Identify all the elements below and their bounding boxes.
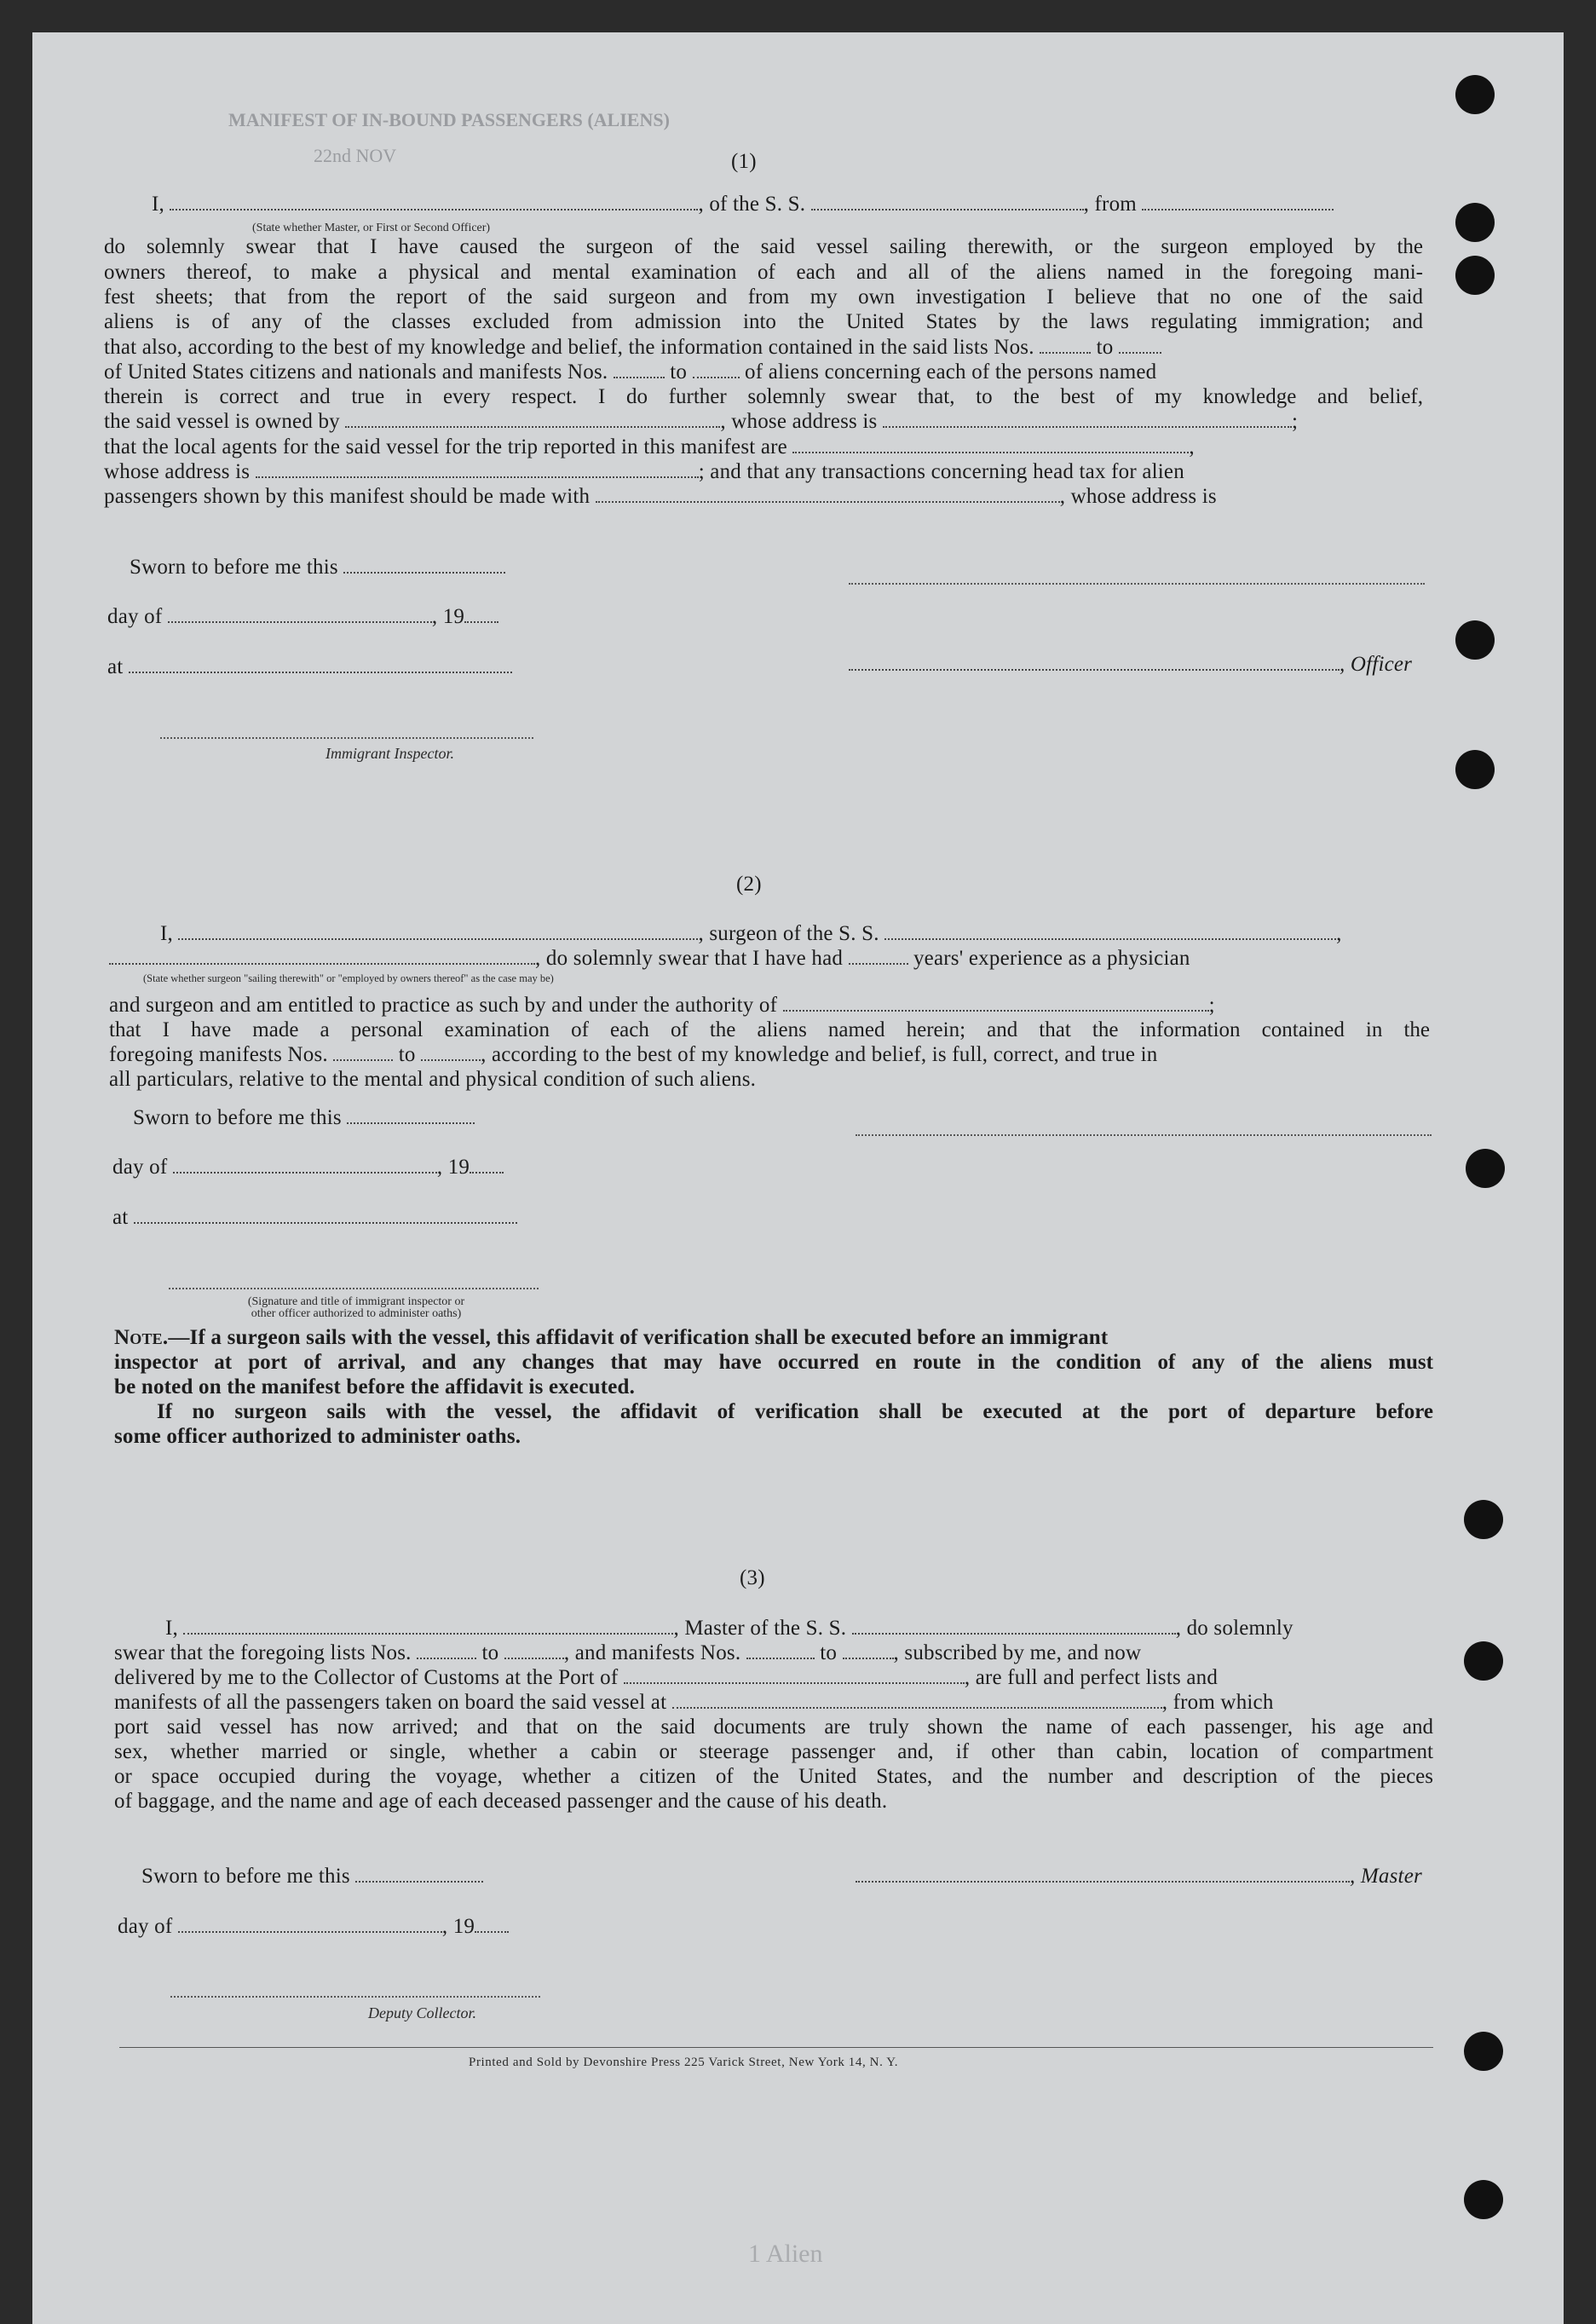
s2-surgeon-of-ss: , surgeon of the S. S. — [698, 922, 879, 945]
s1-sworn-field[interactable] — [343, 556, 505, 574]
s3-manifests-text: , and manifests Nos. — [563, 1641, 741, 1664]
s2-surgeon-name-field[interactable] — [178, 923, 698, 940]
s1-year-field[interactable] — [464, 606, 498, 623]
s1-port-from-field[interactable] — [1142, 193, 1334, 210]
s2-year-field[interactable] — [470, 1156, 504, 1174]
s3-sworn-text: Sworn to before me this — [141, 1865, 350, 1888]
s2-para-line: that I have made a personal examination of each of the aliens named herein; and that the information contained in the — [109, 1018, 1430, 1041]
s1-agents-address-label: whose address is — [104, 460, 251, 483]
s1-at-line — [107, 655, 512, 679]
s3-lists-to-field[interactable] — [504, 1642, 564, 1659]
ghost-back-text: 1 Alien — [748, 2240, 823, 2268]
s1-of-ss: , of the S. S. — [698, 193, 806, 216]
s1-owner-line — [104, 410, 1298, 434]
s2-i: I, — [160, 922, 173, 945]
s3-subscribed-text: , subscribed by me, and now — [893, 1641, 1142, 1664]
s1-lists-to: to — [1096, 336, 1114, 359]
s3-day-field[interactable] — [178, 1916, 442, 1933]
s1-agents-line — [104, 435, 1195, 459]
s1-sworn-line — [130, 556, 505, 580]
s1-inspector-label: Immigrant Inspector. — [326, 745, 454, 762]
s3-sworn-line — [141, 1865, 483, 1889]
s1-day-line — [107, 605, 498, 629]
note-label: Note. — [114, 1326, 169, 1349]
s1-officer-sig-row — [849, 653, 1412, 677]
s2-surgeon-signature-line[interactable] — [856, 1134, 1432, 1136]
s1-agents-field[interactable] — [792, 436, 1189, 453]
s2-swear-text: , do solemnly swear that I have had — [535, 947, 844, 970]
s1-lists-text: that also, according to the best of my knowledge and belief, the information contained in the said lists Nos. — [104, 336, 1034, 359]
punch-hole — [1466, 1149, 1505, 1188]
s3-to-1: to — [481, 1641, 499, 1664]
s1-owner-field[interactable] — [345, 411, 720, 428]
note-line — [114, 1326, 1108, 1350]
s3-day-of: day of — [118, 1915, 173, 1938]
s1-semicolon: ; — [1291, 410, 1299, 433]
s3-i: I, — [165, 1617, 178, 1640]
punch-hole — [1455, 256, 1495, 295]
s2-comma: , — [1336, 922, 1342, 945]
s3-embark-port-field[interactable] — [672, 1692, 1162, 1709]
s3-para-line: port said vessel has now arrived; and that on the said documents are truly shown the name of each passenger, his age and — [114, 1716, 1433, 1739]
punch-hole — [1464, 2180, 1503, 2219]
s2-line2 — [109, 947, 1190, 971]
s3-manifests-from-field[interactable] — [746, 1642, 815, 1659]
s1-vessel-name-field[interactable] — [811, 193, 1084, 210]
s3-deputy-label: Deputy Collector. — [368, 2004, 476, 2021]
s2-manifests-to-field[interactable] — [421, 1044, 481, 1061]
s3-para-line: or space occupied during the voyage, whether a citizen of the United States, and the number and description of the pieces — [114, 1765, 1433, 1788]
note-line: some officer authorized to administer oaths. — [114, 1425, 521, 1448]
s1-agents-text: that the local agents for the said vessel for the trip reported in this manifest are — [104, 435, 787, 458]
s1-para-line: do solemnly swear that I have caused the surgeon of the said vessel sailing therewith, or the surgeon employed by the — [104, 235, 1423, 258]
s2-day-of: day of — [112, 1156, 168, 1179]
s1-owner-address-field[interactable] — [883, 411, 1292, 428]
s1-officer-label: , Officer — [1340, 653, 1413, 676]
s1-manifests-tail: of aliens concerning each of the persons named — [745, 360, 1157, 383]
s3-master-signature-field[interactable] — [856, 1866, 1350, 1883]
s3-lists-from-field[interactable] — [417, 1642, 476, 1659]
s2-to: to — [398, 1043, 416, 1066]
s2-years-text: years' experience as a physician — [913, 947, 1190, 970]
s2-surgeon-type-field[interactable] — [109, 948, 535, 965]
s2-manifests-from-field[interactable] — [333, 1044, 393, 1061]
s2-inspector-signature-line[interactable] — [169, 1288, 539, 1289]
s2-at: at — [112, 1206, 129, 1229]
s2-authority-field[interactable] — [783, 995, 1209, 1012]
note-text: —If a surgeon sails with the vessel, this affidavit of verification shall be executed before an immigrant — [168, 1326, 1109, 1349]
s1-lists-to-field[interactable] — [1119, 337, 1161, 354]
s1-at-field[interactable] — [129, 656, 512, 673]
note-line: If no surgeon sails with the vessel, the affidavit of verification shall be executed at the port of departure before — [157, 1400, 1433, 1423]
s3-master-sig-row — [856, 1865, 1422, 1889]
punch-hole — [1455, 75, 1495, 114]
s1-headtax-line — [104, 485, 1217, 509]
punch-hole — [1464, 1641, 1503, 1681]
section-3-number: (3) — [740, 1566, 765, 1589]
s1-headtax-field[interactable] — [596, 486, 1060, 503]
s3-to-2: to — [820, 1641, 838, 1664]
s3-from-which: , from which — [1161, 1691, 1274, 1714]
s1-manifests-text: of United States citizens and nationals and manifests Nos. — [104, 360, 608, 383]
s2-line3 — [109, 994, 1215, 1018]
s1-owned-by: the said vessel is owned by — [104, 410, 340, 433]
s1-at: at — [107, 655, 124, 678]
s1-day-field[interactable] — [168, 606, 432, 623]
s3-year: , 19 — [441, 1915, 475, 1938]
s1-agents-address-field[interactable] — [256, 461, 699, 478]
s2-year: , 19 — [436, 1156, 470, 1179]
s1-para-line: therein is correct and true in every respect. I do further solemnly swear that, to the best of my knowledge and belief, — [104, 385, 1423, 408]
s2-semicolon: ; — [1208, 994, 1215, 1017]
s3-collector-signature-line[interactable] — [170, 1996, 540, 1998]
s1-i: I, — [152, 193, 164, 216]
s1-officer-signature-line[interactable] — [849, 583, 1425, 585]
note-line: inspector at port of arrival, and any changes that may have occurred en route in the condition of any of the aliens must — [114, 1351, 1433, 1374]
punch-hole — [1455, 620, 1495, 660]
s3-year-field[interactable] — [475, 1916, 509, 1933]
s1-officer-field[interactable] — [849, 654, 1340, 671]
s2-line1 — [160, 922, 1342, 946]
s1-agents-address-line — [104, 460, 1184, 484]
s1-inspector-signature-line[interactable] — [160, 737, 533, 739]
s2-day-line — [112, 1156, 504, 1179]
ghost-header-date: 22nd NOV — [314, 145, 397, 166]
s3-full-lists-text: , are full and perfect lists and — [964, 1666, 1219, 1689]
s2-sig-caption-2: other officer authorized to administer oaths) — [251, 1307, 462, 1320]
s1-manifests-to-field[interactable] — [693, 361, 740, 378]
s3-vessel-field[interactable] — [852, 1618, 1176, 1635]
s2-sworn-text: Sworn to before me this — [133, 1106, 342, 1129]
s3-port-field[interactable] — [624, 1667, 965, 1684]
s2-sworn-line — [133, 1106, 475, 1130]
s3-line1 — [165, 1617, 1294, 1641]
s3-port-text: delivered by me to the Collector of Customs at the Port of — [114, 1666, 619, 1689]
s3-sworn-field[interactable] — [355, 1866, 483, 1883]
s1-para-line: owners thereof, to make a physical and mental examination of each and all of the aliens named in the foregoing mani- — [104, 261, 1423, 284]
s3-lists-text: swear that the foregoing lists Nos. — [114, 1641, 412, 1664]
s3-manifests-to-field[interactable] — [843, 1642, 894, 1659]
footer-printer: Printed and Sold by Devonshire Press 225 Varick Street, New York 14, N. Y. — [469, 2056, 899, 2069]
form-sheet — [32, 32, 1564, 2324]
s1-comma: , — [1189, 435, 1195, 458]
s2-sworn-field[interactable] — [347, 1107, 475, 1124]
punch-hole — [1455, 750, 1495, 789]
s3-taken-on-board-text: manifests of all the passengers taken on board the said vessel at — [114, 1691, 667, 1714]
footer-rule — [119, 2047, 1433, 2048]
s1-headtax-address-label: , whose address is — [1059, 485, 1217, 508]
section-2-number: (2) — [736, 873, 762, 896]
s3-master-label: , Master — [1350, 1865, 1422, 1888]
s1-headtax-with: passengers shown by this manifest should be made with — [104, 485, 591, 508]
s1-manifests-to: to — [670, 360, 688, 383]
s2-manifests-text: foregoing manifests Nos. — [109, 1043, 328, 1066]
s1-oath-line — [152, 193, 1334, 216]
s1-owner-address-label: , whose address is — [720, 410, 878, 433]
s1-headtax-text: ; and that any transactions concerning head tax for alien — [698, 460, 1184, 483]
s2-at-line — [112, 1206, 517, 1230]
s3-solemnly: , do solemnly — [1175, 1617, 1294, 1640]
s1-caption-master: (State whether Master, or First or Second Officer) — [252, 222, 491, 234]
s2-caption-surgeon: (State whether surgeon "sailing therewith" or "employed by owners thereof" as the case may be) — [143, 972, 554, 984]
s3-master-name-field[interactable] — [183, 1618, 673, 1635]
s2-line5 — [109, 1043, 1158, 1067]
s2-years-field[interactable] — [849, 948, 908, 965]
s2-at-field[interactable] — [134, 1207, 517, 1224]
punch-hole — [1464, 2032, 1503, 2071]
s3-day-line — [118, 1915, 509, 1939]
punch-hole — [1464, 1500, 1503, 1539]
s1-day-of: day of — [107, 605, 163, 628]
s1-lists-line — [104, 336, 1161, 360]
s2-sig-caption-1: (Signature and title of immigrant inspector or — [247, 1295, 465, 1308]
section-1-number: (1) — [731, 150, 757, 173]
s3-line2 — [114, 1641, 1141, 1665]
s3-para-line: of baggage, and the name and age of each deceased passenger and the cause of his death. — [114, 1790, 888, 1813]
s1-sworn-text: Sworn to before me this — [130, 556, 338, 579]
s1-lists-from-field[interactable] — [1040, 337, 1091, 354]
s1-from: , from — [1083, 193, 1137, 216]
ghost-header-title: MANIFEST OF IN-BOUND PASSENGERS (ALIENS) — [228, 109, 670, 130]
s1-year: , 19 — [431, 605, 465, 628]
s1-para-line: aliens is of any of the classes excluded from admission into the United States by the laws regulating immigration; and — [104, 310, 1423, 333]
note-line: be noted on the manifest before the affidavit is executed. — [114, 1375, 636, 1398]
punch-hole — [1455, 203, 1495, 242]
s1-officer-name-field[interactable] — [170, 193, 698, 210]
s3-line4 — [114, 1691, 1274, 1715]
s2-line6: all particulars, relative to the mental and physical condition of such aliens. — [109, 1068, 757, 1091]
s2-day-field[interactable] — [173, 1156, 437, 1174]
s3-para-line: sex, whether married or single, whether a cabin or steerage passenger and, if other than cabin, location of compartment — [114, 1740, 1433, 1763]
s1-manifests-from-field[interactable] — [614, 361, 665, 378]
s2-belief-text: , according to the best of my knowledge and belief, is full, correct, and true in — [481, 1043, 1158, 1066]
s3-line3 — [114, 1666, 1218, 1690]
s1-manifests-line — [104, 360, 1156, 384]
s1-para-line: fest sheets; that from the report of the said surgeon and from my own investigation I believe that no one of the said — [104, 285, 1423, 309]
s2-vessel-field[interactable] — [884, 923, 1336, 940]
s2-authority-text: and surgeon and am entitled to practice as such by and under the authority of — [109, 994, 778, 1017]
s3-master-of-ss: , Master of the S. S. — [673, 1617, 847, 1640]
